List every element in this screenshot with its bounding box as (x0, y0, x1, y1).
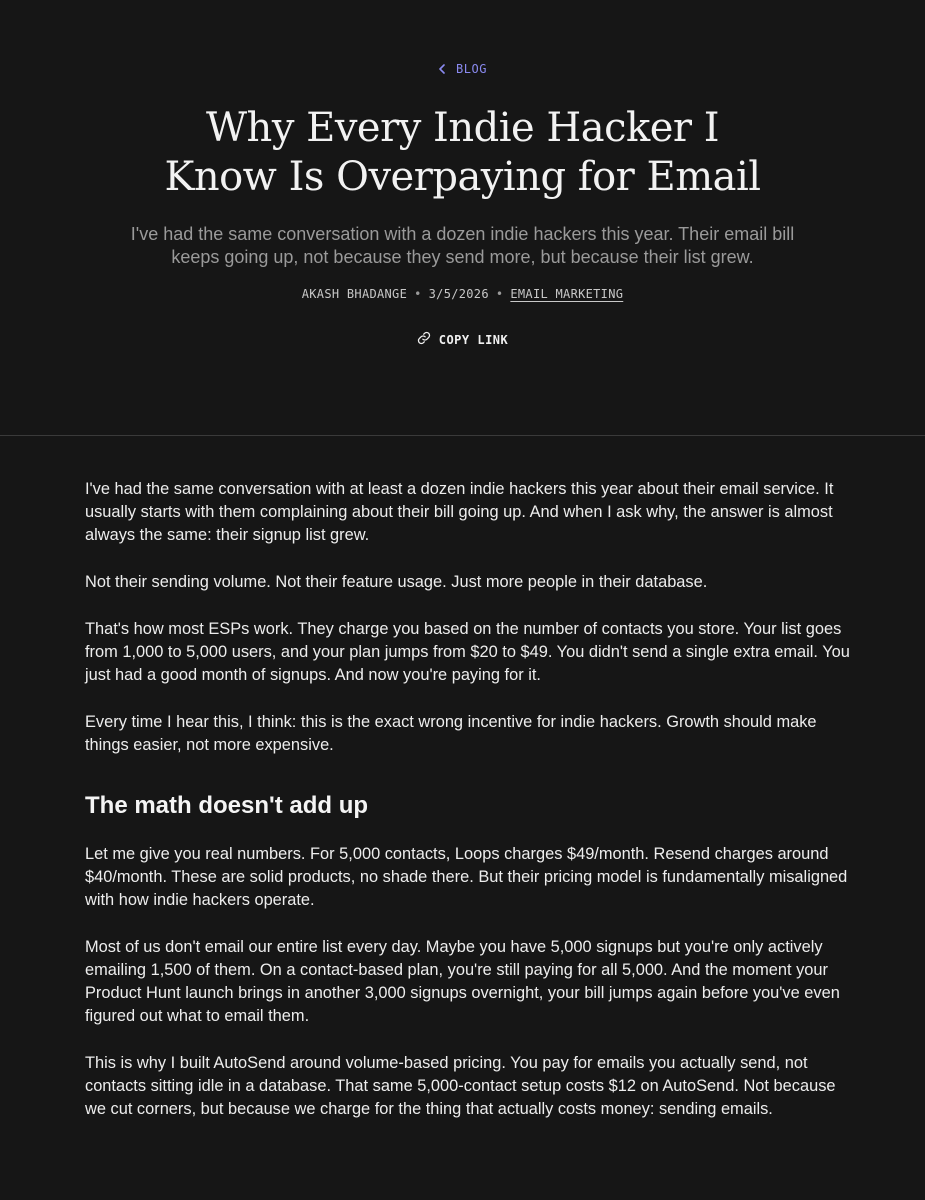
article-body (85, 478, 850, 1145)
publish-date: 3/5/2026 (428, 287, 489, 301)
article-header (0, 0, 925, 436)
back-link-label: BLOG (456, 62, 487, 76)
meta-separator: • (495, 287, 504, 301)
link-icon (417, 331, 431, 348)
page-title: Why Every Indie Hacker I Know Is Overpaying for Email (164, 105, 761, 200)
article-subtitle: I've had the same conversation with a dozen indie hackers this year. Their email bill keeps going up, not because they send more, but because their list grew. (130, 224, 795, 267)
article-paragraph: Most of us don't email our entire list every day. Maybe you have 5,000 signups but you're only actively emailing 1,500 of them. On a contact-based plan, you're still paying for all 5,000. And the moment your Product Hunt launch brings in another 3,000 signups overnight, your bill jumps again before you've even figured out what to email them. (85, 938, 840, 1025)
section-heading: The math doesn't add up (85, 792, 369, 819)
article-paragraph: Every time I hear this, I think: this is the exact wrong incentive for indie hackers. Growth should make things easier, not more expensive. (85, 713, 817, 754)
meta-separator: • (414, 287, 422, 301)
article-paragraph: Not their sending volume. Not their feature usage. Just more people in their database. (85, 573, 708, 591)
copy-link-button[interactable] (0, 331, 925, 348)
chevron-left-icon (438, 64, 446, 74)
article-paragraph: That's how most ESPs work. They charge you based on the number of contacts you store. Your list goes from 1,000 to 5,000 users, and your plan jumps from $20 to $49. You didn't send a single extra email. You just had a good month of signups. And now you're paying for it. (85, 620, 850, 684)
article-paragraph: Let me give you real numbers. For 5,000 contacts, Loops charges $49/month. Resend charges around $40/month. These are solid products, no shade there. But their pricing model is fundamentally misaligned with how indie hackers operate. (85, 845, 848, 909)
article-paragraph: I've had the same conversation with at least a dozen indie hackers this year about their email service. It usually starts with them complaining about their bill going up. And when I ask why, the answer is almost always the same: their signup list grew. (85, 480, 834, 544)
back-to-blog-link[interactable] (0, 62, 925, 76)
article-meta (0, 287, 925, 301)
category-link[interactable]: EMAIL MARKETING (510, 287, 624, 301)
copy-link-label: COPY LINK (438, 332, 509, 347)
author-name: AKASH BHADANGE (301, 287, 408, 301)
article-paragraph: This is why I built AutoSend around volume-based pricing. You pay for emails you actually send, not contacts sitting idle in a database. That same 5,000-contact setup costs $12 on AutoSend. Not because we cut corners, but because we charge for the thing that actually costs money: sending emails. (85, 1054, 836, 1118)
